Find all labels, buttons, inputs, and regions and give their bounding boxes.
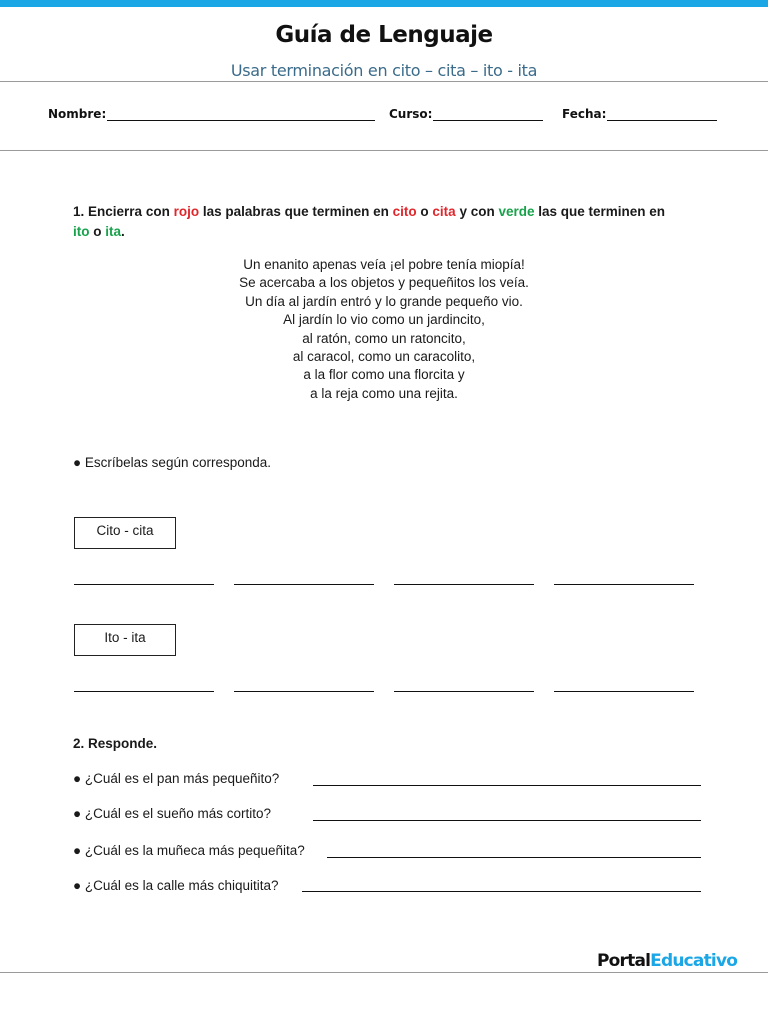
word-rojo: rojo xyxy=(173,204,200,219)
portal-educativo-logo xyxy=(597,951,737,971)
logo-part-portal: Portal xyxy=(597,951,651,971)
word-ito: ito xyxy=(73,223,90,239)
poem-line: Se acercaba a los objetos y pequeñitos los veía. xyxy=(239,275,529,291)
divider-fields xyxy=(0,150,768,151)
poem-line: Un enanito apenas veía ¡el pobre tenía miopía! xyxy=(243,257,525,272)
name-label: Nombre: xyxy=(48,107,107,121)
answer-line-cito-1[interactable] xyxy=(74,584,214,585)
poem-line: al ratón, como un ratoncito, xyxy=(302,330,466,346)
word-cita: cita xyxy=(432,204,456,219)
exercise2-title: 2. Responde. xyxy=(73,736,158,751)
poem-line: a la flor como una florcita y xyxy=(303,367,465,383)
answer-line-ito-2[interactable] xyxy=(234,691,374,692)
answer-line-cito-4[interactable] xyxy=(554,584,694,585)
divider-bottom xyxy=(0,972,768,973)
box-cito-cita: Cito - cita xyxy=(74,517,176,549)
poem-line: al caracol, como un caracolito, xyxy=(292,349,476,365)
answer-line-cito-3[interactable] xyxy=(394,584,534,585)
answer-line-ito-1[interactable] xyxy=(74,691,214,692)
course-blank[interactable] xyxy=(433,108,543,121)
name-blank[interactable] xyxy=(107,108,375,121)
instruction-text: . xyxy=(121,223,125,239)
instruction-text: las palabras que terminen en xyxy=(199,204,393,219)
instruction-text: o xyxy=(89,223,106,239)
answer-line-q3[interactable] xyxy=(327,857,701,858)
divider-top xyxy=(0,81,768,82)
answer-line-q4[interactable] xyxy=(302,891,701,892)
answer-line-cito-2[interactable] xyxy=(234,584,374,585)
date-label: Fecha: xyxy=(562,107,607,121)
question-2: ● ¿Cuál es el sueño más cortito? xyxy=(73,806,271,821)
word-ita: ita xyxy=(105,223,122,239)
instruction-text: Encierra con xyxy=(88,204,174,219)
word-verde: verde xyxy=(498,204,535,219)
course-field[interactable] xyxy=(389,107,543,121)
top-accent-bar xyxy=(0,0,768,7)
logo-part-educativo: Educativo xyxy=(650,951,738,971)
poem-line: a la reja como una rejita. xyxy=(310,385,458,401)
course-label: Curso: xyxy=(389,107,433,121)
box-ito-ita: Ito - ita xyxy=(74,624,176,656)
question-1: ● ¿Cuál es el pan más pequeñito? xyxy=(73,771,280,786)
word-cito: cito xyxy=(392,204,417,219)
poem-line: Al jardín lo vio como un jardincito, xyxy=(283,312,485,328)
poem-line: Un día al jardín entró y lo grande pequeño vio. xyxy=(245,293,523,309)
write-instruction: ● Escríbelas según corresponda. xyxy=(73,455,272,470)
date-blank[interactable] xyxy=(607,108,717,121)
instruction-text: las que terminen en xyxy=(534,204,666,219)
page-subtitle: Usar terminación en cito – cita – ito - ita xyxy=(230,61,538,80)
instruction-text: y con xyxy=(455,204,499,219)
answer-line-q1[interactable] xyxy=(313,785,701,786)
question-3: ● ¿Cuál es la muñeca más pequeñita? xyxy=(73,843,305,858)
answer-line-ito-4[interactable] xyxy=(554,691,694,692)
poem xyxy=(134,256,634,403)
page-title: Guía de Lenguaje xyxy=(275,22,493,48)
question-4: ● ¿Cuál es la calle más chiquitita? xyxy=(73,878,279,893)
exercise1-number: 1. xyxy=(73,204,85,219)
answer-line-q2[interactable] xyxy=(313,820,701,821)
date-field[interactable] xyxy=(562,107,717,121)
answer-line-ito-3[interactable] xyxy=(394,691,534,692)
name-field[interactable] xyxy=(48,107,375,121)
exercise1-instruction xyxy=(73,202,673,241)
instruction-text: o xyxy=(416,204,433,219)
